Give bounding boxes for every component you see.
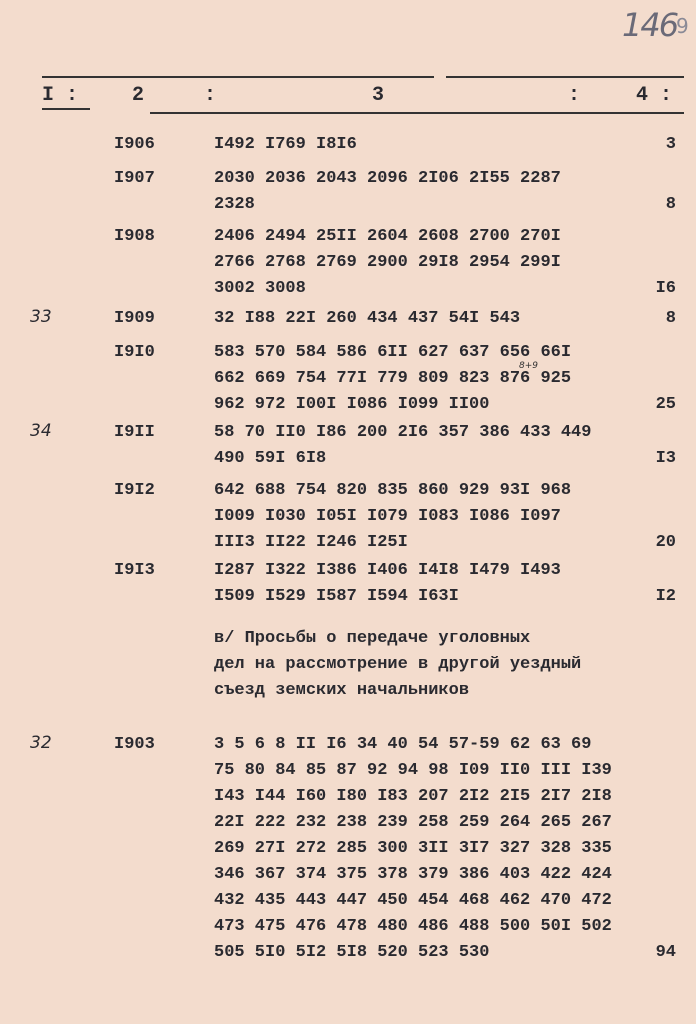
header-col2-separator: :	[204, 84, 217, 107]
count-cell: I2	[655, 587, 676, 606]
case-numbers-line: 505 5I0 5I2 5I8 520 523 530	[214, 943, 490, 962]
case-numbers-line: 2030 2036 2043 2096 2I06 2I55 2287	[214, 169, 561, 188]
case-numbers-line: 962 972 I00I I086 I099 II00	[214, 395, 490, 414]
count-cell: 94	[655, 943, 676, 962]
archive-page-number-extra: 9	[676, 14, 689, 38]
case-numbers-line: 346 367 374 375 378 379 386 403 422 424	[214, 865, 612, 884]
case-numbers-cell	[214, 420, 624, 472]
fond-number: 34	[30, 421, 52, 441]
header-col3: 3	[372, 84, 385, 107]
year-cell: I9I0	[114, 343, 155, 362]
year-cell: I908	[114, 227, 155, 246]
case-numbers-cell	[214, 132, 624, 158]
case-numbers-line: I509 I529 I587 I594 I63I	[214, 587, 459, 606]
case-numbers-cell	[214, 224, 624, 302]
case-numbers-line: 2328	[214, 195, 255, 214]
header-col1: I :	[42, 84, 79, 107]
year-cell: I909	[114, 309, 155, 328]
header-top-rule-left	[42, 76, 434, 78]
year-cell: I9II	[114, 423, 155, 442]
case-numbers-line: 662 669 754 77I 779 809 823 876 925	[214, 369, 572, 388]
case-numbers-cell	[214, 306, 624, 332]
case-numbers-line: 75 80 84 85 87 92 94 98 I09 II0 III I39	[214, 761, 612, 780]
case-numbers-cell	[214, 732, 624, 966]
case-numbers-line: 58 70 II0 I86 200 2I6 357 386 433 449	[214, 423, 592, 442]
count-cell: 3	[665, 135, 676, 154]
count-cell: I3	[655, 449, 676, 468]
fond-number: 33	[30, 307, 52, 327]
case-numbers-line: I009 I030 I05I I079 I083 I086 I097	[214, 507, 561, 526]
year-cell: I907	[114, 169, 155, 188]
header-col2: 2	[132, 84, 145, 107]
header-bottom-rule-right	[150, 112, 684, 114]
case-numbers-line: I287 I322 I386 I406 I4I8 I479 I493	[214, 561, 561, 580]
case-numbers-line: 583 570 584 586 6II 627 637 656 66I	[214, 343, 572, 362]
case-numbers-line: 22I 222 232 238 239 258 259 264 265 267	[214, 813, 612, 832]
section-heading-line: дел на рассмотрение в другой уездный	[214, 655, 582, 674]
count-cell: 8	[665, 309, 676, 328]
case-numbers-line: 490 59I 6I8	[214, 449, 327, 468]
year-cell: I903	[114, 735, 155, 754]
count-cell: 8	[665, 195, 676, 214]
header-col4: 4 :	[636, 84, 673, 107]
case-numbers-line: I492 I769 I8I6	[214, 135, 357, 154]
case-numbers-line: 3 5 6 8 II I6 34 40 54 57-59 62 63 69	[214, 735, 592, 754]
header-top-rule-right	[446, 76, 684, 78]
fond-number: 32	[30, 733, 52, 753]
section-heading-line: съезд земских начальников	[214, 681, 470, 700]
header-col3-separator: :	[568, 84, 581, 107]
case-numbers-line: 642 688 754 820 835 860 929 93I 968	[214, 481, 572, 500]
case-numbers-cell	[214, 166, 624, 218]
case-numbers-cell	[214, 478, 624, 556]
case-numbers-line: 473 475 476 478 480 486 488 500 50I 502	[214, 917, 612, 936]
count-cell: I6	[655, 279, 676, 298]
archive-page-number: 146	[622, 6, 678, 44]
case-numbers-line: 2766 2768 2769 2900 29I8 2954 299I	[214, 253, 561, 272]
case-numbers-cell	[214, 558, 624, 610]
case-numbers-cell	[214, 340, 624, 418]
case-numbers-line: III3 II22 I246 I25I	[214, 533, 408, 552]
year-cell: I906	[114, 135, 155, 154]
header-bottom-rule-left	[42, 108, 90, 110]
case-numbers-line: 269 27I 272 285 300 3II 3I7 327 328 335	[214, 839, 612, 858]
handwritten-annotation: 8+9	[519, 361, 538, 371]
case-numbers-line: I43 I44 I60 I80 I83 207 2I2 2I5 2I7 2I8	[214, 787, 612, 806]
section-heading	[214, 626, 581, 704]
case-numbers-line: 32 I88 22I 260 434 437 54I 543	[214, 309, 521, 328]
year-cell: I9I3	[114, 561, 155, 580]
count-cell: 25	[655, 395, 676, 414]
year-cell: I9I2	[114, 481, 155, 500]
case-numbers-line: 2406 2494 25II 2604 2608 2700 270I	[214, 227, 561, 246]
section-heading-line: в/ Просьбы о передаче уголовных	[214, 629, 531, 648]
case-numbers-line: 432 435 443 447 450 454 468 462 470 472	[214, 891, 612, 910]
count-cell: 20	[655, 533, 676, 552]
case-numbers-line: 3002 3008	[214, 279, 306, 298]
